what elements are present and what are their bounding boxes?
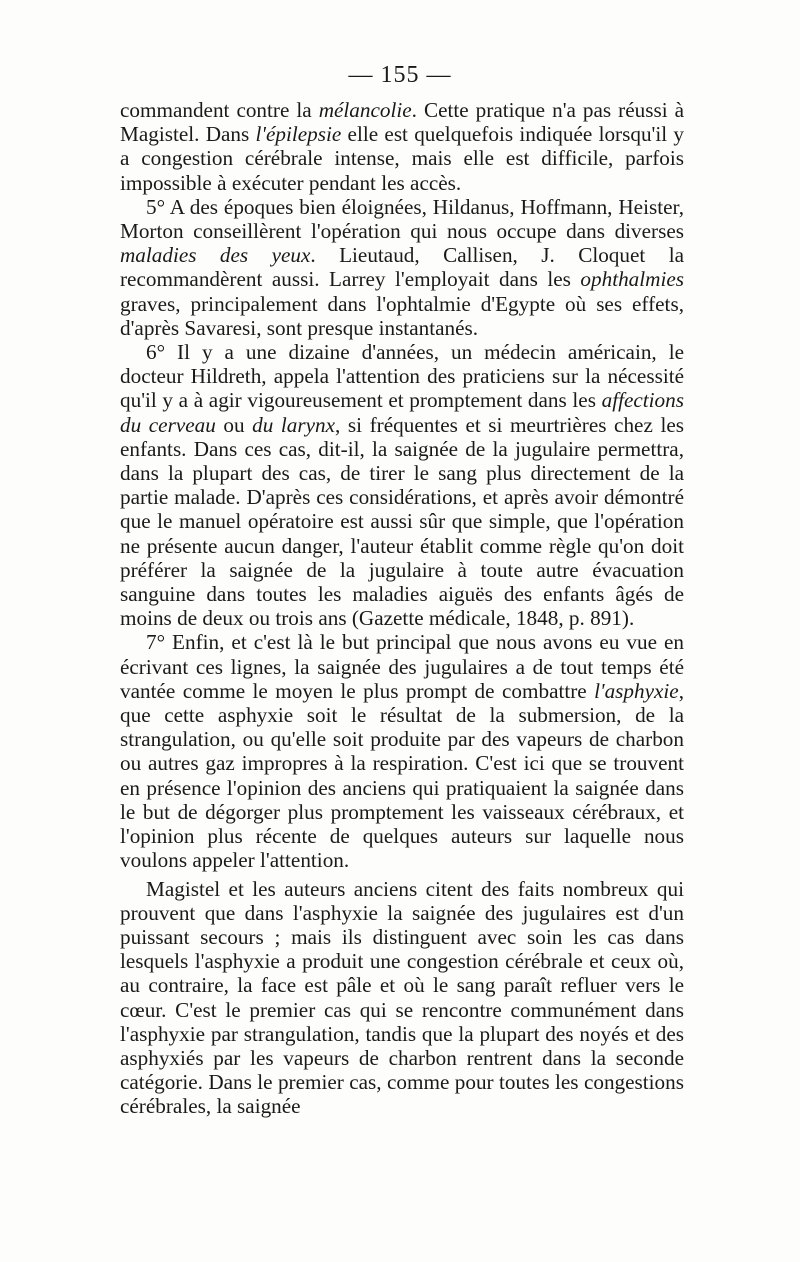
text-run: elle est quelquefois indiquée lorsqu'il y a congestion cérébrale intense, mais elle est difficile, parfois impossible à exécuter pendant les accès. [120,122,684,195]
text-run: graves, principalement dans l'ophtalmie d'Egypte où ses effets, d'après Savaresi, sont presque instantanés. [120,291,684,340]
italic-text: l'asphyxie [594,678,679,703]
text-run: . Cette pratique n'a pas réussi à Magistel. Dans [120,98,684,147]
paragraph [120,877,684,1119]
italic-text: mélancolie [318,98,412,122]
text-run: commandent contre la [120,98,319,122]
paragraph [120,195,684,340]
paragraph [120,630,684,872]
text-run: 7° Enfin, et c'est là le but principal que nous avons eu vue en écrivant ces lignes, la saignée des jugulaires a de tout temps été vantée comme le moyen le plus prompt de combattre [120,630,684,703]
text-run: ou [215,412,253,437]
text-run: 5° A des époques bien éloignées, Hildanus, Hoffmann, Heister, Morton conseillèrent l'opération qui nous occupe dans diverses [120,194,684,244]
paragraph [120,340,684,630]
text-run: , que cette asphyxie soit le résultat de la submersion, de la strangulation, ou qu'elle soit produite par des vapeurs de charbon ou autres gaz impropres à la respiration. C'est ici que se trouvent en présence l'opinion des anciens qui pratiquaient la saignée dans le but de dégorger plus promptement les vaisseaux cérébraux, et l'opinion plus récente de quelques auteurs sur laquelle nous voulons appeler l'attention. [120,678,684,873]
text-run: . Lieutaud, Callisen, J. Cloquet la recommandèrent aussi. Larrey l'employait dans les [120,243,684,292]
text-run: 6° Il y a une dizaine d'années, un médecin américain, le docteur Hildreth, appela l'attention des praticiens sur la nécessité qu'il y a à agir vigoureusement et promptement dans les [120,340,684,413]
italic-text: ophthalmies [580,267,684,292]
text-run: Magistel et les auteurs anciens citent des faits nombreux qui prouvent que dans l'asphyxie la saignée des jugulaires est d'un puissant secours ; mais ils distinguent avec soin les cas dans lesquels l'asphyxie a produit une congestion cérébrale et ceux où, au contraire, la face est pâle et où le sang paraît refluer vers le cœur. C'est le premier cas qui se rencontre communément dans l'asphyxie par strangulation, tandis que la plupart des noyés et des asphyxiés par les vapeurs de charbon rentrent dans la seconde catégorie. Dans le premier cas, comme pour toutes les congestions cérébrales, la saignée [120,876,684,1119]
paragraph [120,98,684,195]
page-number: — 155 — [348,62,452,88]
text-run: , si fréquentes et si meurtrières chez les enfants. Dans ces cas, dit-il, la saignée de la jugulaire permettra, dans la plupart des cas, de tirer le sang plus directement de la partie malade. D'après ces considérations, et après avoir démontré que le manuel opératoire est aussi sûr que simple, que l'opération ne présente aucun danger, l'auteur établit comme règle qu'on doit préférer la saignée de la jugulaire à toute autre évacuation sanguine dans toutes les maladies aiguës des enfants âgés de moins de deux ou trois ans (Gazette médicale, 1848, p. 891). [120,412,684,631]
italic-text: maladies des yeux [120,243,311,268]
text-block [120,98,684,1119]
italic-text: affections du cerveau [120,388,684,437]
italic-text: du larynx [252,412,336,437]
italic-text: l'épilepsie [255,122,342,147]
